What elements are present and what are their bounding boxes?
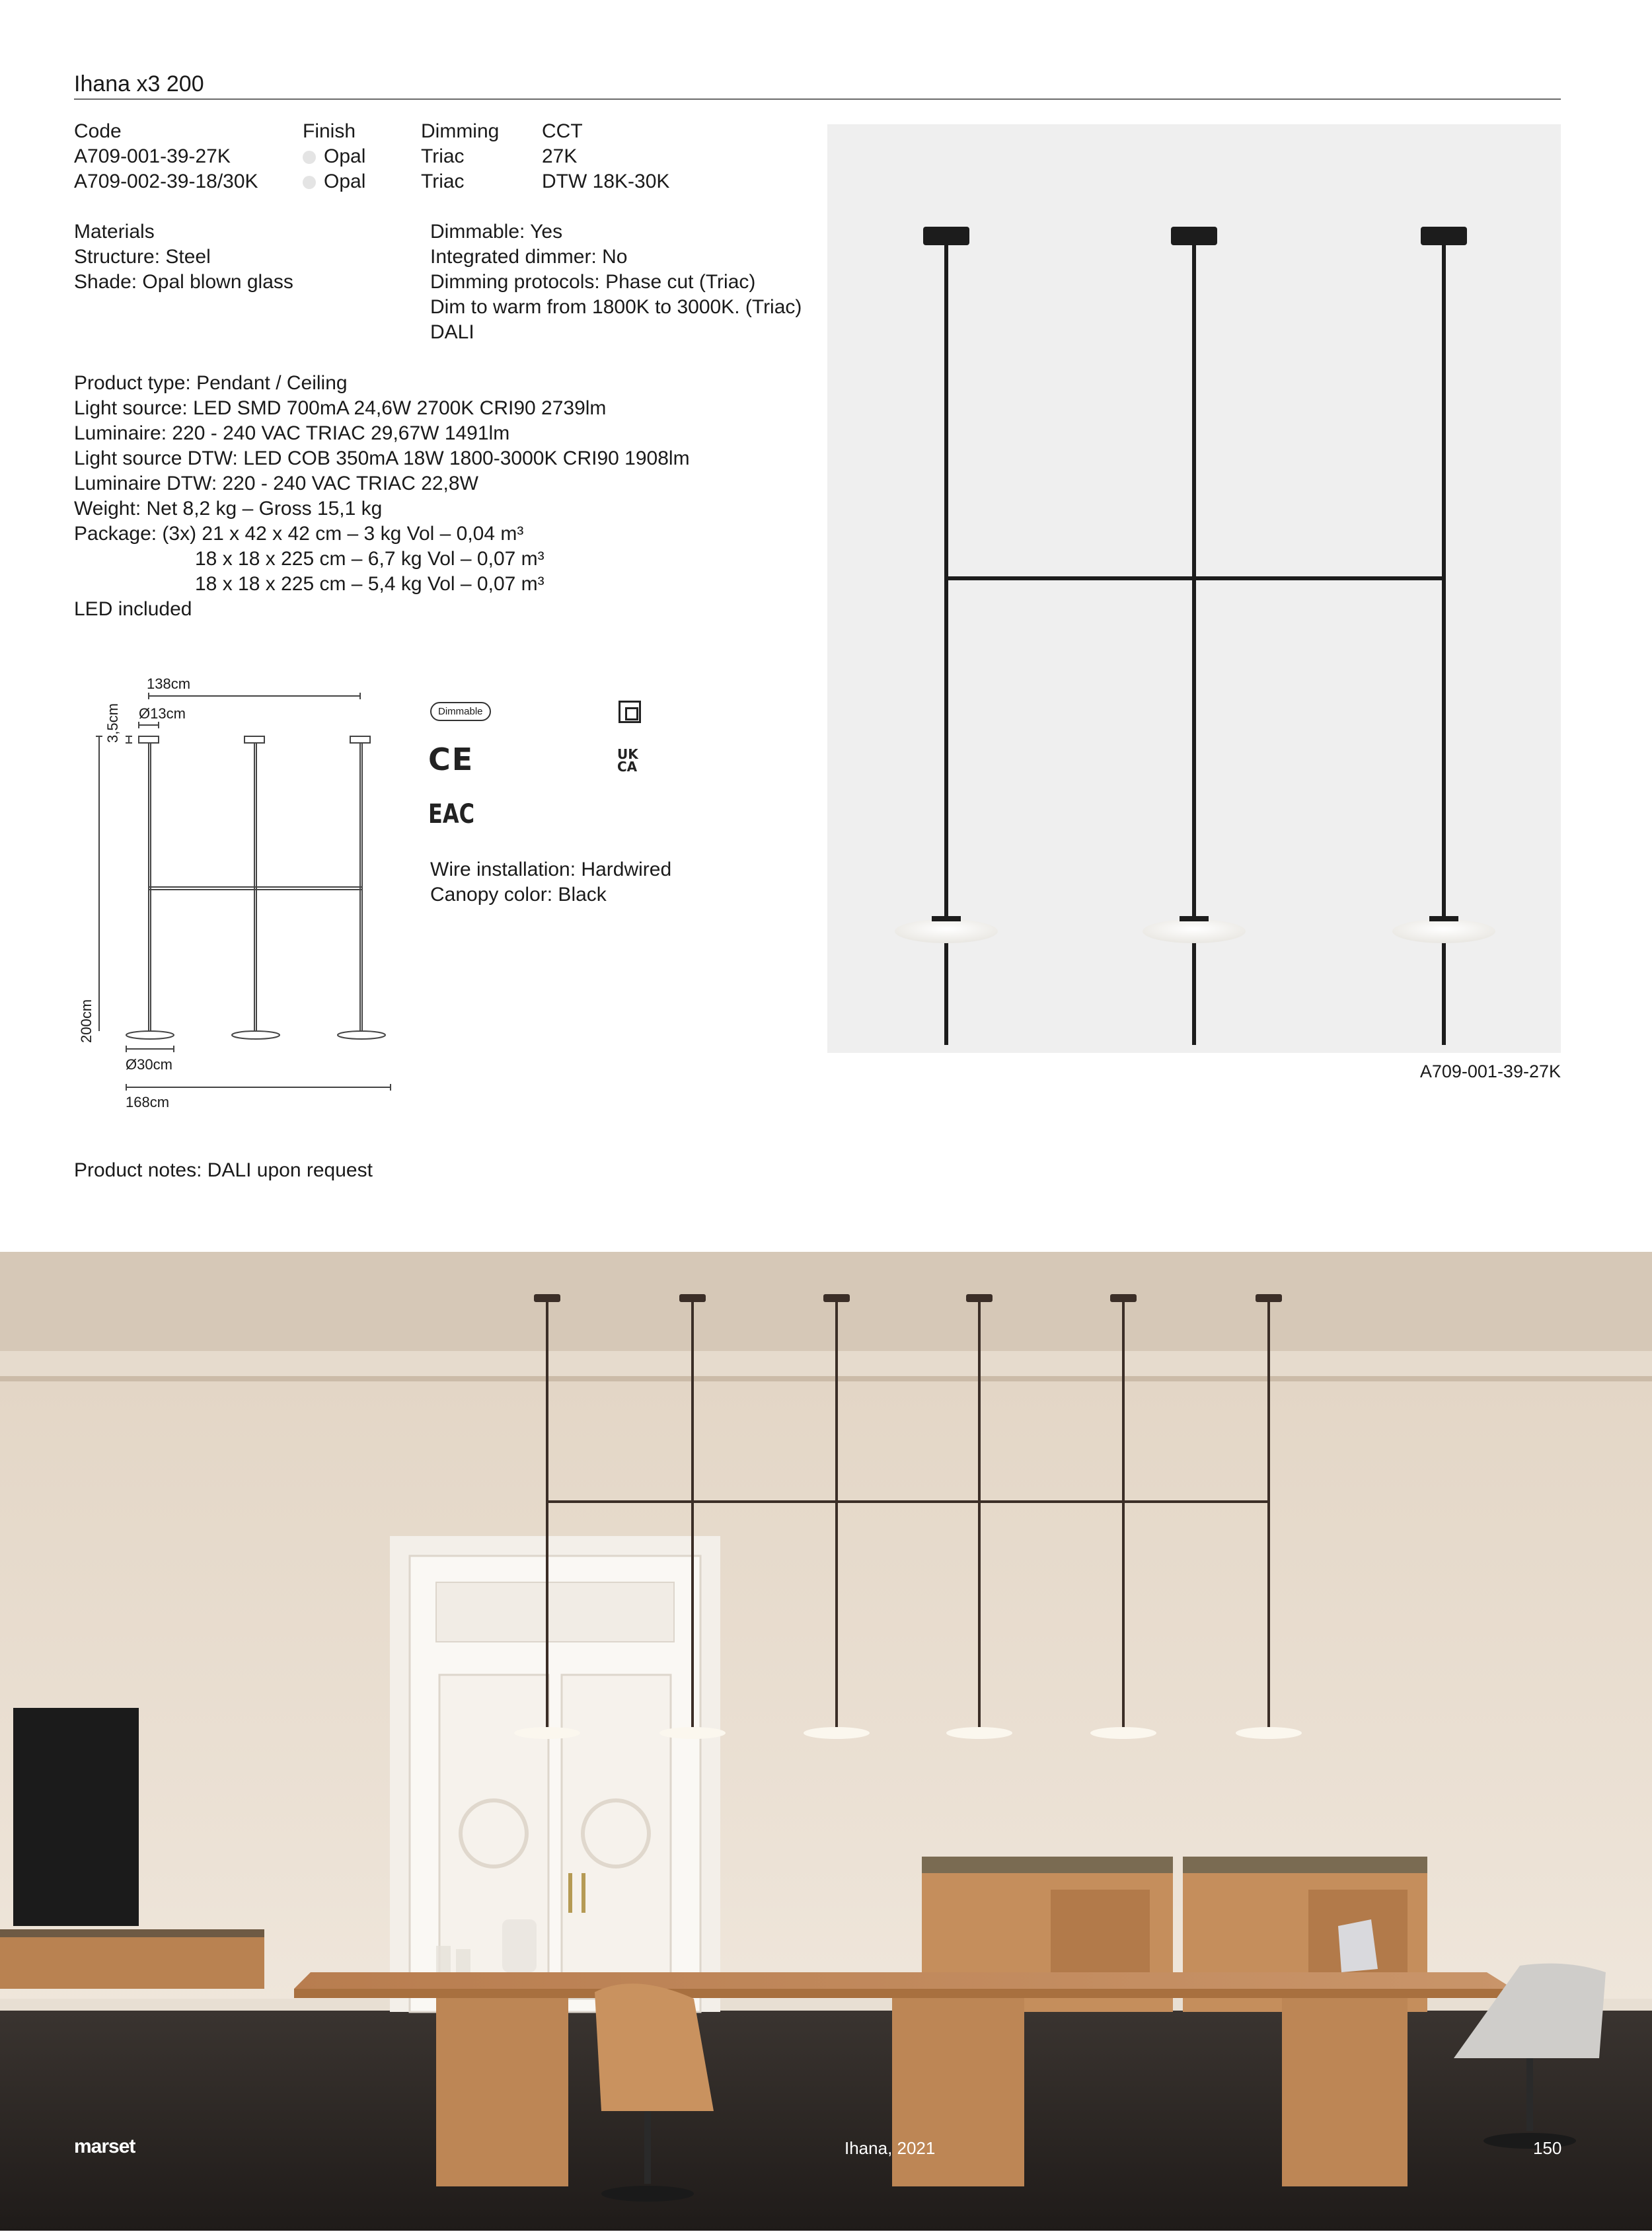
dimming-line: Dimming protocols: Phase cut (Triac) xyxy=(430,271,756,293)
info-line: Luminaire: 220 - 240 VAC TRIAC 29,67W 1491lm xyxy=(74,422,510,444)
package-line: 18 x 18 x 225 cm – 6,7 kg Vol – 0,07 m³ xyxy=(195,548,544,570)
dim-total-height: 200cm xyxy=(78,999,94,1043)
dining-room-scene xyxy=(0,1252,1652,2231)
ukca-mark-icon: UK CA xyxy=(617,746,638,775)
materials-heading: Materials xyxy=(74,221,155,243)
interior-photo xyxy=(0,1252,1652,2231)
dim-canopy-diameter: Ø13cm xyxy=(139,705,186,722)
product-notes: Product notes: DALI upon request xyxy=(74,1159,373,1181)
class-ii-icon xyxy=(619,701,641,723)
finish-swatch-icon xyxy=(303,151,316,164)
finish-swatch-icon xyxy=(303,176,316,189)
canopy-icon xyxy=(244,736,264,743)
product-title: Ihana x3 200 xyxy=(74,71,204,96)
col-header-dimming: Dimming xyxy=(421,120,500,142)
row1-dimming: Triac xyxy=(421,145,465,167)
glass-shade-icon xyxy=(895,919,998,943)
package-line: 18 x 18 x 225 cm – 5,4 kg Vol – 0,07 m³ xyxy=(195,573,544,595)
info-line: Product type: Pendant / Ceiling xyxy=(74,372,348,394)
product-image xyxy=(827,124,1561,1053)
canopy-color: Canopy color: Black xyxy=(430,884,607,905)
dimming-line: Dimmable: Yes xyxy=(430,221,563,243)
glass-shade-icon xyxy=(1392,919,1495,943)
footer-collection: Ihana, 2021 xyxy=(845,2138,936,2158)
row1-cct: 27K xyxy=(542,145,578,167)
col-header-finish: Finish xyxy=(303,120,356,142)
glass-shade-icon xyxy=(1143,919,1246,943)
info-line: Light source: LED SMD 700mA 24,6W 2700K CRI90 2739lm xyxy=(74,397,607,419)
dim-shade-diameter: Ø30cm xyxy=(126,1056,172,1073)
brand-logo: marset xyxy=(74,2136,135,2157)
eac-mark-icon: EAC xyxy=(428,799,475,829)
image-caption: A709-001-39-27K xyxy=(1419,1061,1561,1081)
wire-installation: Wire installation: Hardwired xyxy=(430,859,672,880)
dimming-line: Integrated dimmer: No xyxy=(430,246,628,268)
row1-finish: Opal xyxy=(303,144,365,169)
pendant-render xyxy=(827,124,1561,1053)
info-line: Luminaire DTW: 220 - 240 VAC TRIAC 22,8W xyxy=(74,473,478,494)
row2-code: A709-002-39-18/30K xyxy=(74,171,258,192)
dimmable-badge: Dimmable xyxy=(430,702,491,721)
col-header-code: Code xyxy=(74,120,122,142)
row2-cct: DTW 18K-30K xyxy=(542,171,670,192)
dimming-line: Dim to warm from 1800K to 3000K. (Triac) xyxy=(430,296,802,318)
shade-icon xyxy=(338,1031,385,1039)
row1-code: A709-001-39-27K xyxy=(74,145,231,167)
page-number: 150 xyxy=(1533,2138,1562,2158)
col-header-cct: CCT xyxy=(542,120,583,142)
dim-canopy-height: 3,5cm xyxy=(104,703,121,743)
title-divider xyxy=(74,98,1561,100)
ce-mark-icon: CE xyxy=(428,742,474,777)
row2-finish: Opal xyxy=(303,169,365,194)
info-line: Light source DTW: LED COB 350mA 18W 1800-3000K CRI90 1908lm xyxy=(74,447,690,469)
led-included: LED included xyxy=(74,598,192,620)
canopy-icon xyxy=(139,736,159,743)
info-line: Package: (3x) 21 x 42 x 42 cm – 3 kg Vol – 0,04 m³ xyxy=(74,523,524,545)
row2-dimming: Triac xyxy=(421,171,465,192)
materials-line: Shade: Opal blown glass xyxy=(74,271,293,293)
dimming-line: DALI xyxy=(430,321,474,343)
info-line: Weight: Net 8,2 kg – Gross 15,1 kg xyxy=(74,498,383,520)
technical-drawing xyxy=(66,668,410,1130)
dim-bottom-width: 168cm xyxy=(126,1094,170,1110)
shade-icon xyxy=(232,1031,280,1039)
materials-line: Structure: Steel xyxy=(74,246,211,268)
dim-top-width: 138cm xyxy=(147,675,191,692)
shade-icon xyxy=(126,1031,174,1039)
canopy-icon xyxy=(350,736,370,743)
